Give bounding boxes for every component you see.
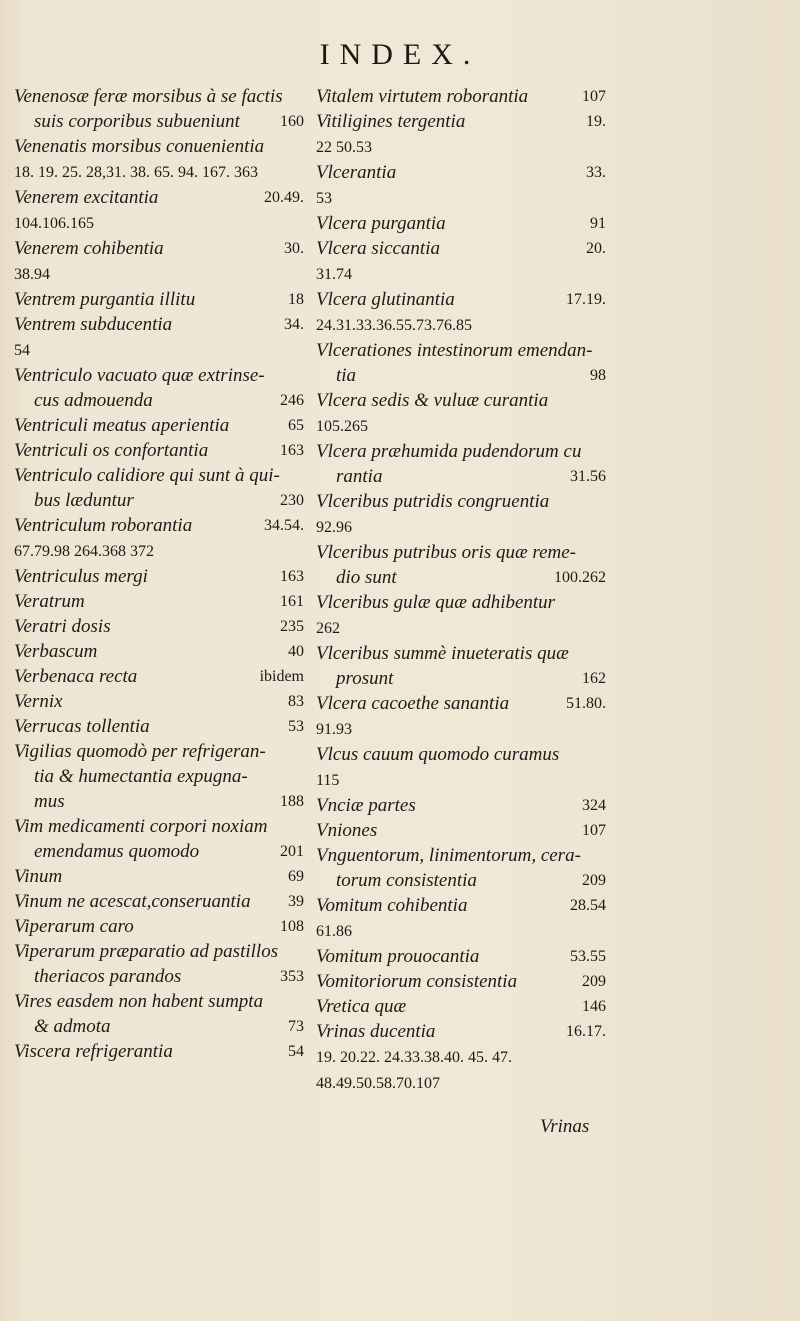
reference-line: [316, 767, 606, 793]
index-entry: [316, 160, 606, 211]
left-column: [14, 84, 304, 1064]
entry-text: tia 98: [336, 365, 606, 386]
index-entry: [316, 994, 606, 1019]
entry-text: Ventriculus mergi 163: [14, 566, 304, 587]
index-entry: [316, 793, 606, 818]
entry-text: Ventriculo vacuato quæ extrinse-: [14, 365, 265, 386]
page-reference: 100.262: [554, 569, 606, 586]
index-entry: [14, 564, 304, 589]
entry-text: Vitiligines tergentia 19.: [316, 111, 606, 132]
page-reference: 16.17.: [566, 1023, 606, 1040]
reference-line: [14, 337, 304, 363]
page-reference: 30.: [284, 240, 304, 257]
index-entry: [14, 134, 304, 185]
index-entry: [14, 84, 304, 134]
index-entry: [14, 438, 304, 463]
page-reference: 246: [280, 392, 304, 409]
entry-text: Vernix 83: [14, 691, 304, 712]
page-reference: 53.55: [570, 948, 606, 965]
entry-text: Vires easdem non habent sumpta: [14, 991, 264, 1012]
index-entry: [14, 312, 304, 363]
page-reference: 33.: [586, 164, 606, 181]
reference-line: [14, 159, 304, 185]
page-title: INDEX.: [319, 38, 481, 71]
index-entry: [14, 639, 304, 664]
page-references: 115: [316, 772, 340, 789]
entry-text: Vlcera cacoethe sanantia 51.80.: [316, 693, 606, 714]
entry-text: Vlceribus putridis congruentia: [316, 491, 550, 512]
index-entry: [316, 439, 606, 489]
index-entry: [14, 614, 304, 639]
page-references: 53: [316, 190, 332, 207]
index-entry: [316, 287, 606, 338]
entry-text: Vrinas ducentia 16.17.: [316, 1021, 606, 1042]
page-references: 262: [316, 620, 340, 637]
index-entry: [316, 691, 606, 742]
reference-line: [316, 134, 606, 160]
entry-text: Veratri dosis 235: [14, 616, 304, 637]
reference-line: [316, 918, 606, 944]
entry-text: Vlcera siccantia 20.: [316, 238, 606, 259]
entry-text: Vlceribus summè inueteratis quæ: [316, 643, 569, 664]
index-entry: [14, 363, 304, 413]
page-reference: 83: [288, 693, 304, 710]
index-entry: [316, 1019, 606, 1096]
page-references: 18. 19. 25. 28,31. 38. 65. 94. 167. 363: [14, 164, 258, 181]
catchword: Vrinas: [540, 1116, 590, 1137]
entry-text: Vlceribus gulæ quæ adhibentur: [316, 592, 556, 613]
reference-line: [14, 538, 304, 564]
entry-text: Viperarum caro 108: [14, 916, 304, 937]
page-references: 19. 20.22. 24.33.38.40. 45. 47. 48.49.50.58.70.107: [316, 1049, 512, 1092]
index-entry: [316, 818, 606, 843]
entry-text: Vlcera purgantia 91: [316, 213, 606, 234]
right-column: [316, 84, 606, 1096]
page-reference: 160: [280, 113, 304, 130]
page-reference: 161: [280, 593, 304, 610]
page-reference: 107: [582, 88, 606, 105]
entry-text: Venenatis morsibus conuenientia: [14, 136, 265, 157]
page-reference: 69: [288, 868, 304, 885]
index-entry: [316, 211, 606, 236]
entry-text: Ventrem subducentia 34.: [14, 314, 304, 335]
reference-line: [316, 312, 606, 338]
page-references: 91.93: [316, 721, 352, 738]
entry-text: prosunt 162: [336, 668, 606, 689]
index-entry: [14, 513, 304, 564]
entry-text: Vomitum cohibentia 28.54: [316, 895, 606, 916]
page-reference: 40: [288, 643, 304, 660]
page-reference: 34.: [284, 316, 304, 333]
page-reference: 107: [582, 822, 606, 839]
index-entry: [14, 236, 304, 287]
index-entry: [14, 413, 304, 438]
page-reference: 28.54: [570, 897, 606, 914]
index-entry: [316, 590, 606, 641]
page-references: 61.86: [316, 923, 352, 940]
entry-text: Venenosæ feræ morsibus à se factis: [14, 86, 283, 107]
page-reference: 20.49.: [264, 189, 304, 206]
index-entry: [14, 989, 304, 1039]
entry-text: Vitalem virtutem roborantia 107: [316, 86, 606, 107]
index-entry: [14, 1039, 304, 1064]
index-entry: [316, 944, 606, 969]
entry-text: Verbenaca recta ibidem: [14, 666, 304, 687]
entry-text: Vomitum prouocantia 53.55: [316, 946, 606, 967]
entry-text: Verbascum 40: [14, 641, 304, 662]
index-entry: [14, 914, 304, 939]
page-references: 92.96: [316, 519, 352, 536]
index-entry: [316, 540, 606, 590]
entry-text: Ventriculi meatus aperientia 65: [14, 415, 304, 436]
index-entry: [14, 463, 304, 513]
page-reference: 209: [582, 973, 606, 990]
reference-line: [316, 716, 606, 742]
index-entry: [14, 864, 304, 889]
page-reference: 91: [590, 215, 606, 232]
index-entry: [14, 889, 304, 914]
entry-text: Vigilias quomodò per refrigeran-: [14, 741, 266, 762]
reference-line: [316, 1044, 606, 1096]
page-references: 67.79.98 264.368 372: [14, 543, 154, 560]
page-reference: ibidem: [259, 668, 304, 685]
entry-text: Vlcera præhumida pudendorum cu: [316, 441, 582, 462]
entry-text: Venerem excitantia 20.49.: [14, 187, 304, 208]
index-entry: [316, 489, 606, 540]
page-reference: 17.19.: [566, 291, 606, 308]
entry-text: suis corporibus subueniunt 160: [34, 111, 304, 132]
page-reference: 20.: [586, 240, 606, 257]
entry-text: torum consistentia 209: [336, 870, 606, 891]
index-entry: [316, 236, 606, 287]
entry-text: Verrucas tollentia 53: [14, 716, 304, 737]
index-entry: [14, 939, 304, 989]
reference-line: [14, 210, 304, 236]
page-references: 38.94: [14, 266, 50, 283]
page-reference: 54: [288, 1043, 304, 1060]
entry-text: Vlcerantia 33.: [316, 162, 606, 183]
entry-text: bus læduntur 230: [34, 490, 304, 511]
index-entry: [316, 893, 606, 944]
entry-text: Viperarum præparatio ad pastillos: [14, 941, 279, 962]
entry-text: Vlcus cauum quomodo curamus: [316, 744, 560, 765]
entry-text: Vinum 69: [14, 866, 304, 887]
reference-line: [316, 261, 606, 287]
reference-line: [316, 514, 606, 540]
page-references: 31.74: [316, 266, 352, 283]
index-entry: [14, 714, 304, 739]
reference-line: [316, 185, 606, 211]
page-reference: 65: [288, 417, 304, 434]
index-entry: [316, 388, 606, 439]
entry-text: Vniones 107: [316, 820, 606, 841]
index-entry: [316, 109, 606, 160]
page-reference: 163: [280, 568, 304, 585]
entry-text: Ventriculum roborantia 34.54.: [14, 515, 304, 536]
page-references: 105.265: [316, 418, 368, 435]
index-entry: [14, 689, 304, 714]
entry-text: Ventrem purgantia illitu 18: [14, 289, 304, 310]
index-entry: [14, 664, 304, 689]
entry-text: Vnguentorum, linimentorum, cera-: [316, 845, 581, 866]
page-reference: 98: [590, 367, 606, 384]
entry-text: Vinum ne acescat,conseruantia 39: [14, 891, 304, 912]
entry-text: Ventriculi os confortantia 163: [14, 440, 304, 461]
reference-line: [316, 413, 606, 439]
entry-text: Venerem cohibentia 30.: [14, 238, 304, 259]
page-references: 54: [14, 342, 30, 359]
entry-text: Vlcera glutinantia 17.19.: [316, 289, 606, 310]
entry-text: Veratrum 161: [14, 591, 304, 612]
entry-text: mus 188: [34, 791, 304, 812]
index-entry: [14, 814, 304, 864]
page-references: 104.106.165: [14, 215, 94, 232]
page-reference: 31.56: [570, 468, 606, 485]
entry-text: Ventriculo calidiore qui sunt à qui-: [14, 465, 280, 486]
entry-text: cus admouenda 246: [34, 390, 304, 411]
page-reference: 163: [280, 442, 304, 459]
page-reference: 209: [582, 872, 606, 889]
page-reference: 19.: [586, 113, 606, 130]
page-reference: 162: [582, 670, 606, 687]
page-reference: 53: [288, 718, 304, 735]
page-references: 22 50.53: [316, 139, 372, 156]
entry-text: dio sunt 100.262: [336, 567, 606, 588]
entry-text: Vomitoriorum consistentia 209: [316, 971, 606, 992]
entry-text: tia & humectantia expugna-: [34, 766, 248, 787]
index-entry: [316, 742, 606, 793]
page-reference: 201: [280, 843, 304, 860]
page-reference: 18: [288, 291, 304, 308]
page-reference: 39: [288, 893, 304, 910]
page-reference: 188: [280, 793, 304, 810]
entry-text: Vretica quæ 146: [316, 996, 606, 1017]
entry-text: & admota 73: [34, 1016, 304, 1037]
entry-text: Vim medicamenti corpori noxiam: [14, 816, 268, 837]
page-reference: 73: [288, 1018, 304, 1035]
page-reference: 235: [280, 618, 304, 635]
entry-text: Vlcerationes intestinorum emendan-: [316, 340, 593, 361]
entry-text: theriacos parandos 353: [34, 966, 304, 987]
entry-text: Vlcera sedis & vuluæ curantia: [316, 390, 549, 411]
entry-text: rantia 31.56: [336, 466, 606, 487]
index-entry: [316, 641, 606, 691]
index-entry: [316, 843, 606, 893]
entry-text: Vlceribus putribus oris quæ reme-: [316, 542, 577, 563]
page-reference: 108: [280, 918, 304, 935]
index-entry: [14, 739, 304, 814]
index-entry: [14, 287, 304, 312]
index-entry: [316, 84, 606, 109]
index-entry: [14, 589, 304, 614]
entry-text: Vnciæ partes 324: [316, 795, 606, 816]
entry-text: emendamus quomodo 201: [34, 841, 304, 862]
reference-line: [316, 615, 606, 641]
entry-text: Viscera refrigerantia 54: [14, 1041, 304, 1062]
page-reference: 353: [280, 968, 304, 985]
page-reference: 230: [280, 492, 304, 509]
page-reference: 324: [582, 797, 606, 814]
page-references: 24.31.33.36.55.73.76.85: [316, 317, 472, 334]
index-entry: [14, 185, 304, 236]
page-reference: 51.80.: [566, 695, 606, 712]
index-entry: [316, 969, 606, 994]
page-reference: 34.54.: [264, 517, 304, 534]
page-reference: 146: [582, 998, 606, 1015]
reference-line: [14, 261, 304, 287]
index-entry: [316, 338, 606, 388]
